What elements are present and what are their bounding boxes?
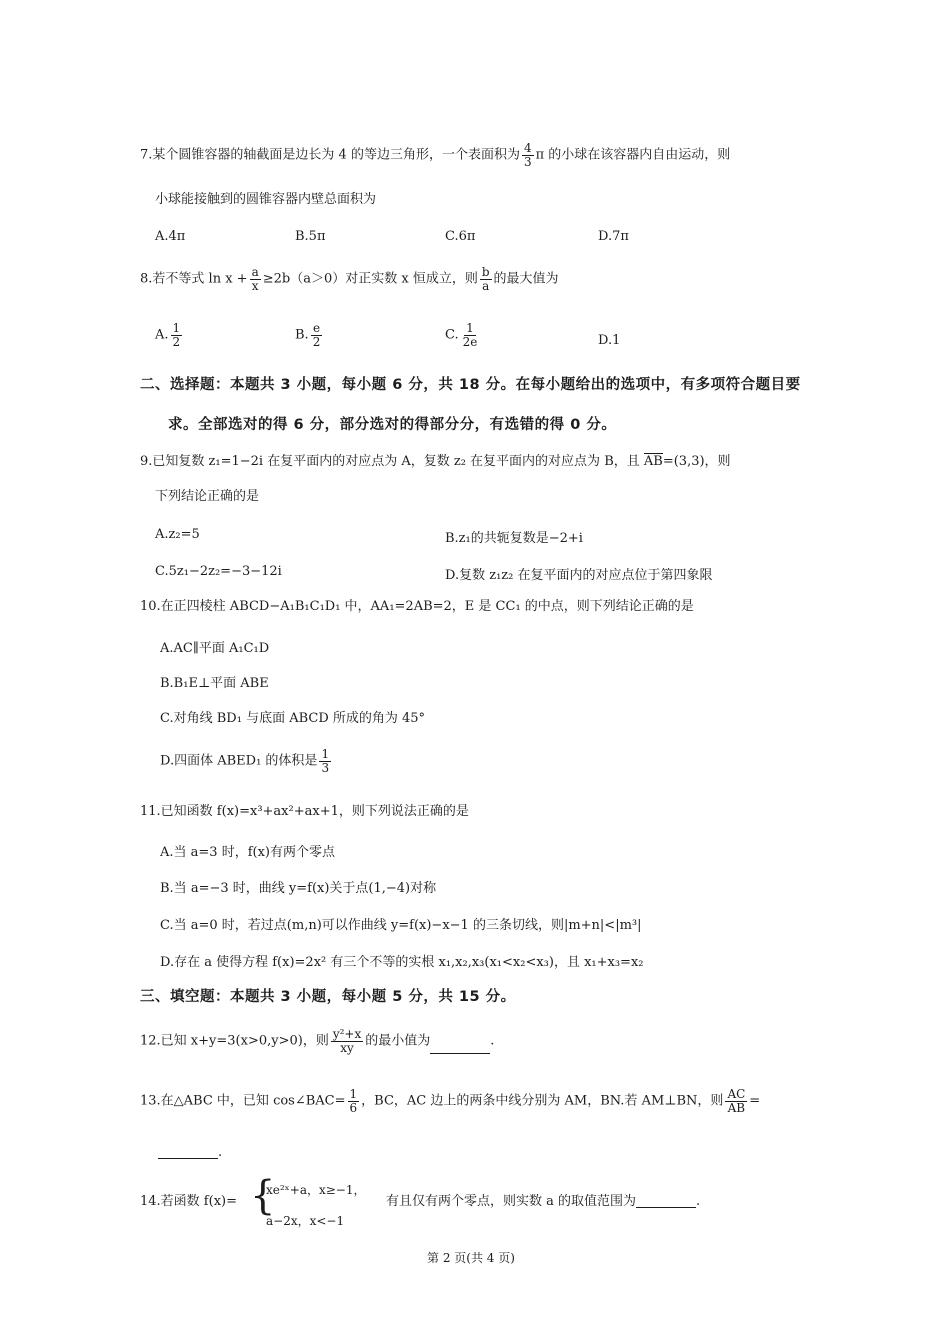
q13-answer-line: . — [158, 1146, 222, 1159]
q8-option-b: B. $\frac{e}{2}$ — [295, 321, 321, 349]
q8-option-b-fraction: $\frac{e}{2}$ — [312, 321, 321, 349]
q11-stem: 11.已知函数 f(x)=x³+ax²+ax+1，则下列说法正确的是 — [140, 804, 469, 819]
q9-line1: 9.已知复数 z₁=1−2i 在复平面内的对应点为 A，复数 z₂ 在复平面内的对应点为 B，且 AB=(3,3)，则 — [140, 454, 731, 469]
q13-stem: 13.在△ABC 中，已知 cos∠BAC= $\frac{1}{6}$ ，BC，AC 边上的两条中线分别为 AM，BN.若 AM⊥BN，则 $\frac{AC}{AB}$ = — [140, 1087, 761, 1115]
q10-option-a: A.AC∥平面 A₁C₁D — [160, 641, 270, 656]
q14-stem-a: 14.若函数 f(x)= — [140, 1194, 237, 1209]
q12-fraction: $\frac{\text{y²+x}}{xy}$ — [332, 1027, 362, 1055]
q9-option-c: C.5z₁−2z₂=−3−12i — [155, 564, 282, 579]
q8-option-c: C. $\frac{1}{2e}$ — [445, 321, 478, 349]
q11-option-b: B.当 a=−3 时，曲线 y=f(x)关于点(1,−4)对称 — [160, 881, 437, 896]
q13-fraction-cos: $\frac{1}{6}$ — [349, 1087, 358, 1115]
q10-option-c: C.对角线 BD₁ 与底面 ABCD 所成的角为 45° — [160, 711, 426, 726]
q14-answer-blank[interactable] — [636, 1195, 696, 1208]
q8-fraction-a-over-x: $\frac{a}{x}$ — [251, 265, 259, 293]
q9-option-d: D.复数 z₁z₂ 在复平面内的对应点位于第四象限 — [445, 568, 713, 583]
q11-option-d: D.存在 a 使得方程 f(x)=2x² 有三个不等的实根 x₁,x₂,x₃(x₁<x₂<x₃)，且 x₁+x₃=x₂ — [160, 955, 644, 970]
section2-line2: 求。全部选对的得 6 分，部分选对的得部分分，有选错的得 0 分。 — [168, 417, 617, 433]
q7-text-a: 7.某个圆锥容器的轴截面是边长为 4 的等边三角形，一个表面积为 — [140, 147, 520, 163]
q7-fraction: $\frac{4}{3}$ — [523, 141, 532, 169]
q12-answer-blank[interactable] — [430, 1041, 490, 1054]
section2-line1: 二、选择题：本题共 3 小题，每小题 6 分，共 18 分。在每小题给出的选项中，有多项符合题目要 — [140, 377, 801, 393]
q12-stem: 12.已知 x+y=3(x>0,y>0)，则 $\frac{\text{y²+x}}{xy}$ 的最小值为 . — [140, 1027, 495, 1055]
q7-option-c: C.6π — [445, 229, 476, 244]
q11-option-c: C.当 a=0 时，若过点(m,n)可以作曲线 y=f(x)−x−1 的三条切线，则|m+n|<|m³| — [160, 918, 642, 933]
q8-option-a-fraction: $\frac{1}{2}$ — [172, 321, 181, 349]
q7-line2: 小球能接触到的圆锥容器内壁总面积为 — [155, 192, 377, 207]
q9-line2: 下列结论正确的是 — [155, 489, 260, 504]
q13-fraction-ac-ab: $\frac{AC}{AB}$ — [727, 1087, 746, 1115]
q14-case2: a−2x，x<−1 — [266, 1214, 345, 1228]
q8-option-d: D.1 — [598, 333, 621, 348]
q7-option-d: D.7π — [598, 229, 629, 244]
q14-piecewise-brace: { — [250, 1173, 276, 1219]
q8-option-a: A. $\frac{1}{2}$ — [155, 321, 181, 349]
q7-option-b: B.5π — [295, 229, 326, 244]
vector-ab: AB — [643, 454, 663, 469]
q8-fraction-b-over-a: $\frac{b}{a}$ — [481, 265, 490, 293]
q7-text-b: π 的小球在该容器内自由运动，则 — [535, 147, 731, 163]
q10-option-b: B.B₁E⊥平面 ABE — [160, 676, 269, 691]
section3-line1: 三、填空题：本题共 3 小题，每小题 5 分，共 15 分。 — [140, 989, 516, 1005]
q9-option-b: B.z₁的共轭复数是−2+i — [445, 531, 583, 546]
q14-case1: xe²ˣ+a，x≥−1， — [266, 1183, 366, 1197]
q10-option-d: D.四面体 ABED₁ 的体积是 $\frac{1}{3}$ — [160, 747, 330, 775]
q8-stem: 8.若不等式 ln x + $\frac{a}{x}$ ≥2b（a＞0）对正实数 x 恒成立，则 $\frac{b}{a}$ 的最大值为 — [140, 265, 559, 293]
q13-answer-blank[interactable] — [158, 1146, 218, 1159]
q10-stem: 10.在正四棱柱 ABCD−A₁B₁C₁D₁ 中，AA₁=2AB=2，E 是 CC₁ 的中点，则下列结论正确的是 — [140, 599, 694, 614]
q14-stem-b: 有且仅有两个零点，则实数 a 的取值范围为 . — [386, 1194, 701, 1209]
q7-option-a: A.4π — [155, 229, 186, 244]
q9-option-a: A.z₂=5 — [155, 527, 200, 542]
q10-option-d-fraction: $\frac{1}{3}$ — [321, 747, 330, 775]
q11-option-a: A.当 a=3 时，f(x)有两个零点 — [160, 845, 335, 860]
q8-option-c-fraction: $\frac{1}{2e}$ — [462, 321, 478, 349]
q7-line1 — [140, 142, 730, 168]
page-number: 第 2 页(共 4 页) — [427, 1251, 515, 1265]
